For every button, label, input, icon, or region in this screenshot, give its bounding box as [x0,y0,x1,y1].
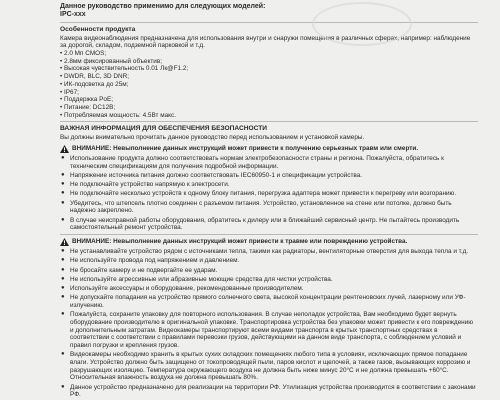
safety-intro: Вы должны внимательно прочитать данное руководство перед использованием и установкой камеры. [60,134,365,142]
feature-item: • 2.8мм фиксированный объектив; [60,57,162,65]
divider [60,22,478,23]
feature-item: • Питание: DC12В; [60,103,116,111]
warning-1 [60,145,478,153]
list-item: ● Использование продукта должно соответствовать нормам электробезопасности страны и региона. Пожалуйста, обратитесь к техническим спецификациям для получения подробной информации. [60,155,478,170]
doc-title: Данное руководство применимо для следующих моделей: [60,3,266,10]
feature-item: • DWDR, BLC, 3D DNR; [60,73,129,81]
list-item: ● Не бросайте камеру и не подвергайте ее ударам. [60,267,478,275]
warning-icon [60,145,69,153]
list-item: ● В случае неисправной работы оборудования, обратитесь к дилеру или в ближайший сервисный центр. Не пытайтесь производить самостоятельный ремонт устройства. [60,217,478,232]
intro-text: Камера видеонаблюдения предназначена для использования внутри и снаружи помещения в различных сферах, например: наблюдение за дорогой, складом, подземной парковкой и т.д. [60,34,471,50]
feature-item: • Потребляемая мощность: 4.5Вт макс. [60,111,176,119]
list-item: ● Напряжение источника питания должно соответствовать IEC60950-1 и спецификации устройства. [60,172,478,180]
feature-item: • Поддержка PoE; [60,96,113,104]
list-item: ● Данное устройство предназначено для реализации на территории РФ. Утилизация устройства производится в соответствии с законами РФ. [60,384,478,399]
divider [60,234,478,235]
warning-icon [60,238,69,246]
warning-1-text: ВНИМАНИЕ: Невыполнение данных инструкций может привести к получению серьезных травм или смерти. [72,145,419,152]
doc-model: IPC-xxx [60,11,86,19]
list-item: ● Не используйте агрессивные или абразивные моющие средства для чистки устройства. [60,276,478,284]
feature-item: • IP67; [60,88,79,96]
warning-1-list [60,155,478,232]
list-item: ● Видеокамеры необходимо хранить в крытых сухих складских помещениях любого типа в условиях, исключающих прямое попадание влаги. Устройство должно быть защищено от токопроводящей пыли, паров кислот и щелочей, а также газов, вызывающих коррозию и разрушающих изоляцию. Температура окружающего воздуха не должна быть ниже минус 20°С и не должна превышать +60°С. Относительная влажность воздуха не должна превышать 80%. [60,351,478,382]
warning-2-list [60,248,478,399]
warning-2 [60,238,478,246]
feature-item: • Высокая чувствительность 0.01 Лк@F1.2; [60,65,189,73]
list-item: ● Убедитесь, что штепсель плотно соединен с разъемом питания. Устройство, установленное на стене или потолке, должно быть надежно закреплено. [60,200,478,215]
list-item: ● Не устанавливайте устройство рядом с источниками тепла, такими как радиаторы, вентиляторные отверстия для выхода тепла и т.д. [60,248,478,256]
divider [60,121,478,122]
warning-2-text: ВНИМАНИЕ: Невыполнение данных инструкций может привести к травме или повреждению устройства. [72,238,408,246]
feature-item: • ИК-подсветка до 25м; [60,80,129,88]
list-item: ● Не используйте провода под напряжением и давлением. [60,257,478,265]
list-item: ● Пожалуйста, сохраните упаковку для повторного использования. В случае неполадок устройства, Вам необходимо будет вернуть оборудование производителю в оригинальной упаковке. Транспортировка устройства без упаковки может привести к его повреждению и дополнительным затратам. Видеокамеры транспортируют всеми видами транспорта в крытых транспортных средствах в соответствии с соответствии с правилами перевозки грузов, действующими на данном виде транспорта, с соблюдением условий и правил погрузки и крепления грузов. [60,311,478,349]
list-item: ● Не подключайте несколько устройств к одному блоку питания, перегрузка адаптера может привести к перегреву или возгоранию. [60,190,478,198]
feature-item: • 2.0 Мп CMOS; [60,50,107,58]
features-list [60,50,478,119]
features-heading: Особенности продукта [60,25,136,33]
list-item: ● Используйте аксессуары и оборудование, рекомендованные производителем. [60,285,478,293]
safety-heading: ВАЖНАЯ ИНФОРМАЦИЯ ДЛЯ ОБЕСПЕЧЕНИЯ БЕЗОПАСНОСТИ [60,125,268,133]
list-item: ● Не подключайте устройство напрямую к электросети. [60,181,478,189]
list-item: ● Не допускайте попадания на устройство прямого солнечного света, высокой концентрации рентгеновских лучей, лазерному или УФ-излучению. [60,294,478,309]
faded-stamp [312,2,412,46]
